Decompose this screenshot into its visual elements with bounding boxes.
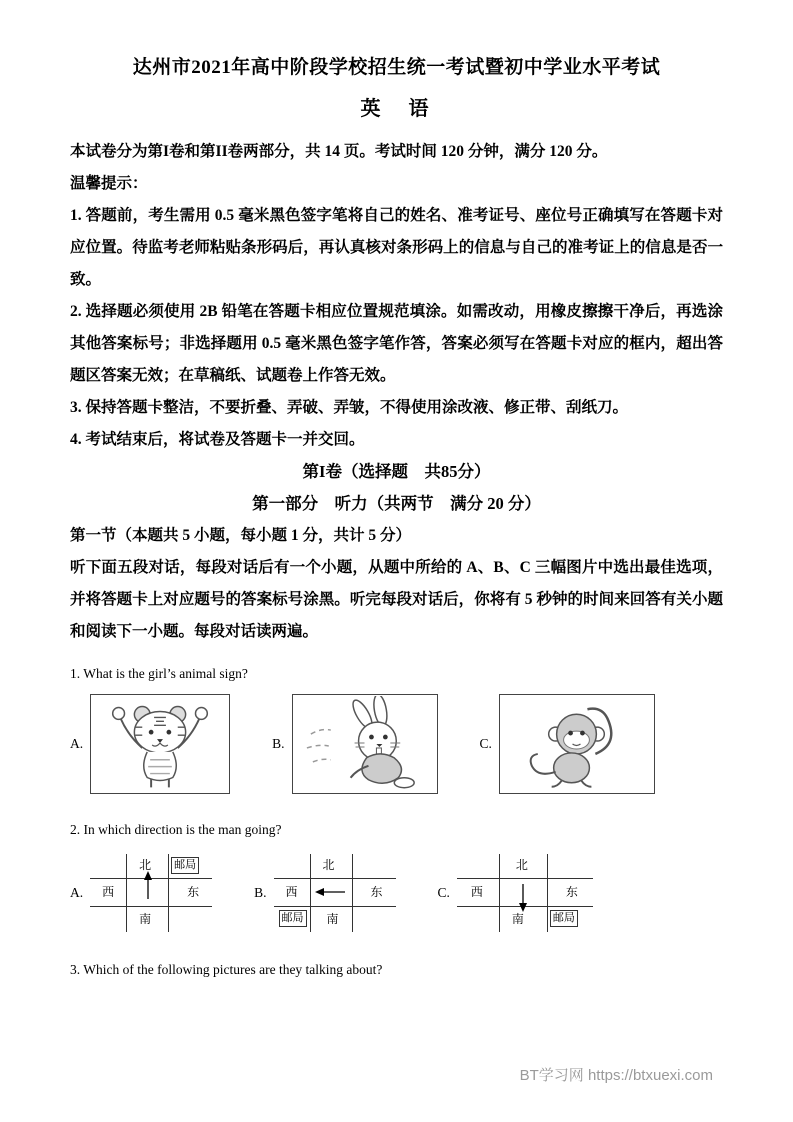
down-arrow-icon (517, 882, 529, 912)
tip-item-4: 4. 考试结束后，将试卷及答题卡一并交回。 (70, 431, 365, 448)
question-2-options-row (70, 854, 723, 932)
option-a-label: A. (70, 885, 84, 900)
road-line (126, 854, 127, 932)
question-1-option-b (272, 694, 437, 794)
exam-title: 达州市2021年高中阶段学校招生统一考试暨初中学业水平考试 (132, 57, 661, 78)
exam-intro: 本试卷分为第I卷和第II卷两部分，共 14 页。考试时间 120 分钟，满分 120 分。 (70, 143, 608, 160)
subject-title: 英 语 (360, 98, 433, 120)
road-line (457, 878, 593, 879)
direction-diagram-b (274, 854, 396, 932)
east-label: 东 (187, 885, 200, 899)
road-line (547, 854, 548, 932)
option-b-label: B. (272, 736, 285, 751)
road-line (274, 906, 396, 907)
volume1-heading: 第I卷（选择题 共85分） (302, 462, 491, 481)
post-office-box: 邮局 (279, 910, 307, 927)
north-label: 北 (515, 858, 528, 872)
question-3-text: 3. Which of the following pictures are they talking about? (70, 962, 383, 977)
up-arrow-icon (142, 871, 154, 901)
road-line (310, 854, 311, 932)
tip-item-3: 3. 保持答题卡整洁，不要折叠、弄破、弄皱，不得使用涂改液、修正带、刮纸刀。 (70, 399, 629, 416)
option-c-label: C. (437, 885, 450, 900)
question-1-option-a (70, 694, 230, 794)
question-2-text: 2. In which direction is the man going? (70, 822, 282, 837)
south-label: 南 (139, 912, 152, 926)
option-c-label: C. (479, 736, 492, 751)
part1-section1-heading: 第一节（本题共 5 小题，每小题 1 分，共计 5 分） (70, 527, 412, 544)
question-2-option-a (70, 854, 212, 932)
direction-diagram-c (457, 854, 593, 932)
south-label: 南 (511, 912, 524, 926)
question-1-text: 1. What is the girl’s animal sign? (70, 666, 248, 681)
tiger-icon (91, 696, 229, 792)
part1-heading: 第一部分 听力（共两节 满分 20 分） (252, 494, 541, 513)
road-line (274, 878, 396, 879)
road-line (499, 854, 500, 932)
tip-item-2: 2. 选择题必须使用 2B 铅笔在答题卡相应位置规范填涂。如需改动，用橡皮擦擦干净后，再选涂其他答案标号；非选择题用 0.5 毫米黑色签字笔作答，答案必须写在答题卡对应的框内，超出答题区答案无效；在草稿纸、试题卷上作答无效。 (70, 303, 723, 384)
road-line (168, 854, 169, 932)
west-label: 西 (285, 885, 298, 899)
road-line (352, 854, 353, 932)
question-1-option-c (480, 694, 655, 794)
tips-header: 温馨提示： (70, 175, 148, 192)
post-office-box: 邮局 (171, 857, 199, 874)
direction-diagram-a (90, 854, 212, 932)
north-label: 北 (322, 858, 335, 872)
rabbit-illustration (292, 694, 438, 794)
left-arrow-icon (315, 886, 347, 898)
question-1-options-row (70, 694, 723, 794)
west-label: 西 (102, 885, 115, 899)
question-2-option-c (438, 854, 593, 932)
west-label: 西 (470, 885, 483, 899)
option-b-label: B. (254, 885, 267, 900)
listening-instructions: 听下面五段对话，每段对话后有一个小题，从题中所给的 A、B、C 三幅图片中选出最佳选项，并将答题卡上对应题号的答案标号涂黑。听完每段对话后，你将有 5 秒钟的时间来回答有关小题和阅读下一小题。每段对话读两遍。 (70, 559, 723, 640)
south-label: 南 (326, 912, 339, 926)
monkey-icon (500, 696, 654, 792)
road-line (90, 906, 212, 907)
watermark-footer: BT学习网 https://btxuexi.com (519, 1067, 713, 1084)
rabbit-icon (293, 696, 437, 792)
monkey-illustration (499, 694, 655, 794)
question-2-option-b (254, 854, 395, 932)
tip-item-1: 1. 答题前，考生需用 0.5 毫米黑色签字笔将自己的姓名、准考证号、座位号正确填写在答题卡对应位置。待监考老师粘贴条形码后，再认真核对条形码上的信息与自己的准考证上的信息是否一致。 (70, 207, 723, 288)
east-label: 东 (370, 885, 383, 899)
option-a-label: A. (70, 736, 84, 751)
east-label: 东 (565, 885, 578, 899)
tiger-illustration (90, 694, 230, 794)
post-office-box: 邮局 (550, 910, 578, 927)
north-label: 北 (139, 858, 152, 872)
